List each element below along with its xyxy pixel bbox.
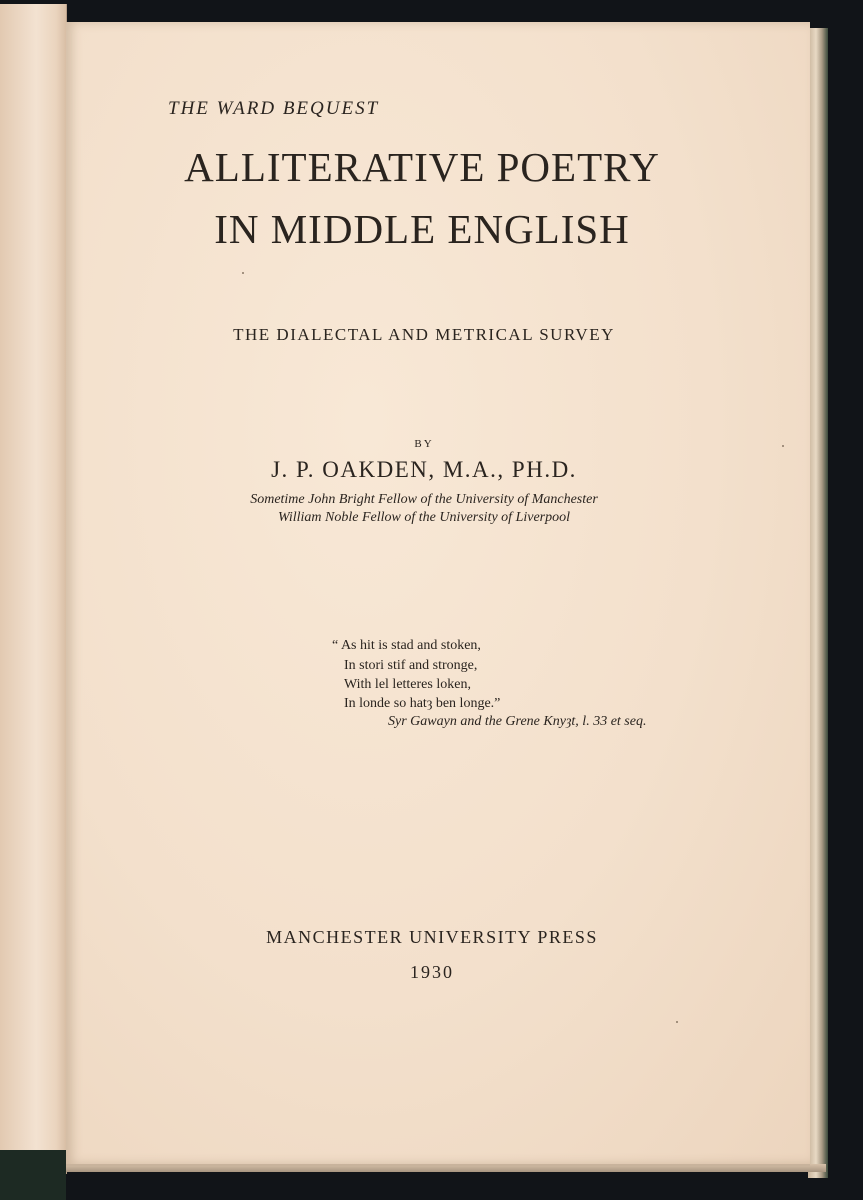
paper-speck (242, 272, 244, 274)
epigraph-line: In londe so hatȝ ben longe.” (344, 696, 501, 711)
byline: BY (414, 438, 434, 450)
author-credential: William Noble Fellow of the University of Liverpool (277, 510, 571, 525)
author-name: J. P. OAKDEN, M.A., PH.D. (271, 457, 577, 482)
title-page (66, 22, 810, 1167)
book-title-line-1: ALLITERATIVE POETRY (184, 144, 660, 190)
epigraph-attribution: Syr Gawayn and the Grene Knyȝt, l. 33 et seq. (388, 714, 647, 729)
book-cover-edge (808, 28, 828, 1178)
epigraph-line: With lel letteres loken, (344, 677, 471, 692)
publication-year: 1930 (410, 962, 454, 982)
book-title-line-2: IN MIDDLE ENGLISH (214, 206, 630, 252)
series-title: THE WARD BEQUEST (168, 98, 380, 119)
paper-speck (676, 1021, 678, 1023)
publisher: MANCHESTER UNIVERSITY PRESS (266, 927, 598, 947)
epigraph-line: In stori stif and stronge, (344, 658, 478, 673)
subtitle: THE DIALECTAL AND METRICAL SURVEY (233, 325, 615, 344)
epigraph-line: “ As hit is stad and stoken, (332, 638, 481, 653)
author-credential: Sometime John Bright Fellow of the University of Manchester (250, 492, 598, 507)
binding-edge (0, 1150, 66, 1200)
